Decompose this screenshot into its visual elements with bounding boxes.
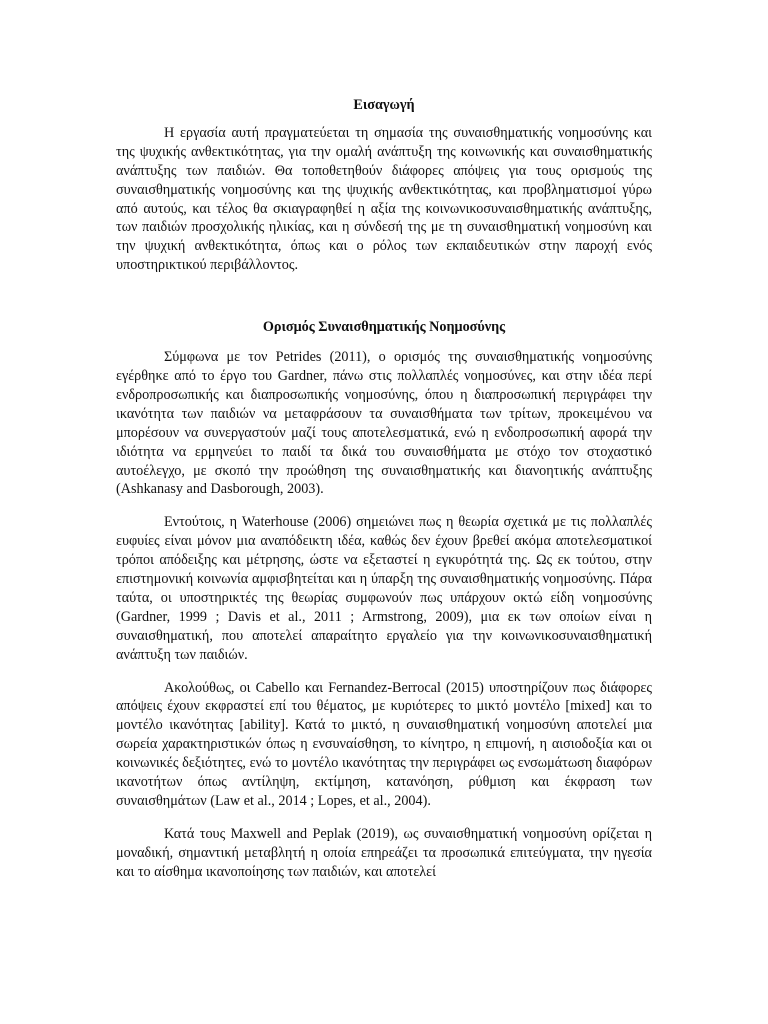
section-heading-introduction: Εισαγωγή	[353, 97, 415, 113]
paragraph-petrides: Σύμφωνα με τον Petrides (2011), ο ορισμός της συναισθηματικής νοημοσύνης εγέρθηκε από το έργο του Gardner, πάνω στις πολλαπλές νοημοσύνες, και στην ιδέα περί ενδροπροσωπικής και διαπροσωπικής νοημοσύνης, όπου η διαπροσωπική περιγράφει την ικανότητα των παιδιών να μεταφράσουν τα συναισθήματα των τρίτων, προκειμένου να μπορέσουν να συνεργαστούν μαζί τους αποτελεσματικά, ενώ η ενδοπροσωπική αφορά την ιδιότητα να ερμηνεύει το παιδί τα δικά του συναισθήματα με στόχο τον στοχαστικό αυτοέλεγχο, με σκοπό την προώθηση της συναισθηματικής και διανοητικής ανάπτυξης (Ashkanasy and Dasborough, 2003).	[116, 349, 652, 498]
paragraph-cabello: Ακολούθως, οι Cabello και Fernandez-Berrocal (2015) υποστηρίζουν πως διάφορες απόψεις έχουν εκφραστεί επί του θέματος, με κυριότερες το μικτό μοντέλο [mixed] και το μοντέλο ικανότητας [ability]. Κατά το μικτό, η συναισθηματική νοημοσύνη αποτελεί μια σωρεία χαρακτηριστικών όπως η ενσυναίσθηση, το κίνητρο, η επιμονή, η αισιοδοξία και οι κοινωνικές δεξιότητες, ενώ το μοντέλο ικανότητας την περιγράφει ως ενσωμάτωση διαφόρων ικανοτήτων όπως αντίληψη, εκτίμηση, κατανόηση, ρύθμιση και έκφραση των συναισθημάτων (Law et al., 2014 ; Lopes, et al., 2004).	[116, 679, 652, 809]
document-page	[116, 96, 652, 896]
paragraph-waterhouse: Εντούτοις, η Waterhouse (2006) σημειώνει πως η θεωρία σχετικά με τις πολλαπλές ευφυίες είναι μόνον μια αναπόδεικτη ιδέα, καθώς δεν έχουν βρεθεί ακόμα αποτελεσματικοί τρόποι απόδειξης και μέτρησης, ώστε να εξεταστεί η εγκυρότητά της. Ως εκ τούτου, στην επιστημονική κοινωνία αμφισβητείται και η ύπαρξη της συναισθηματικής νοημοσύνης. Πάρα ταύτα, οι υποστηρικτές της θεωρίας συμφωνούν πως υπάρχουν οκτώ είδη νοημοσύνης (Gardner, 1999 ; Davis et al., 2011 ; Armstrong, 2009), μια εκ των οποίων είναι η συναισθηματική, που αποτελεί απαραίτητο εργαλείο για την κοινωνικοσυναισθηματική ανάπτυξη των παιδιών.	[116, 514, 652, 663]
section-heading-definition: Ορισμός Συναισθηματικής Νοημοσύνης	[262, 319, 506, 336]
paragraph-introduction: Η εργασία αυτή πραγματεύεται τη σημασία της συναισθηματικής νοημοσύνης και της ψυχικής ανθεκτικότητας, για την ομαλή ανάπτυξη της κοινωνικής και συναισθηματικής ανάπτυξης των παιδιών. Θα τοποθετηθούν διάφορες απόψεις για τους ορισμούς της συναισθηματικής νοημοσύνης και της ψυχικής ανθεκτικότητας, και προβληματισμοί γύρω από αυτούς, και τέλος θα σκιαγραφηθεί η αξία της κοινωνικοσυναισθηματικής ανάπτυξης, των παιδιών προσχολικής ηλικίας, και η σύνδεσή της με τη συναισθηματική νοημοσύνη και την ψυχική ανθεκτικότητα, όπως και ο ρόλος των εκπαιδευτικών στην παροχή ενός υποστηρικτικού περιβάλλοντος.	[116, 124, 652, 274]
paragraph-maxwell: Κατά τους Maxwell and Peplak (2019), ως συναισθηματική νοημοσύνη ορίζεται η μοναδική, σημαντική μεταβλητή η οποία επηρεάζει τα προσωπικά επιτεύγματα, την ηγεσία και το αίσθημα ικανοποίησης των παιδιών, και αποτελεί	[116, 825, 652, 880]
